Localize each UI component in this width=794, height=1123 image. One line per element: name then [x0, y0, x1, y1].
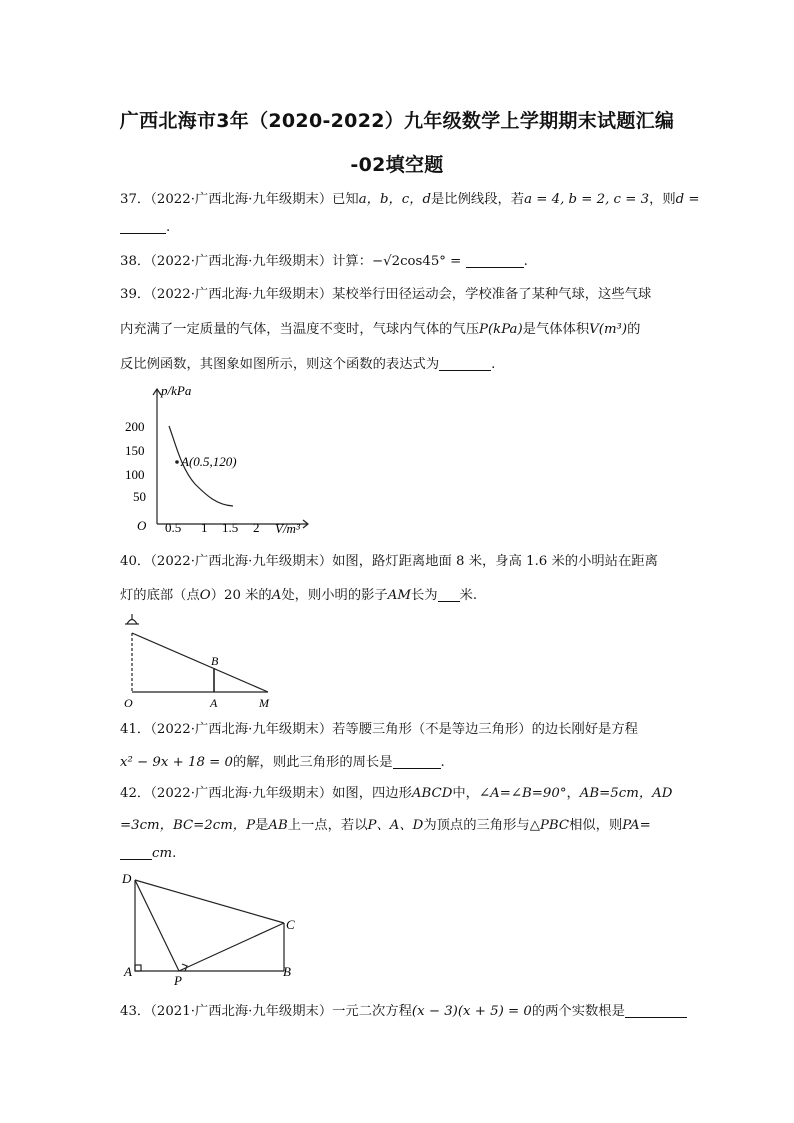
x-axis-label: V/m³ [275, 521, 300, 536]
page-title: 广西北海市3年（2020-2022）九年级数学上学期期末试题汇编 [119, 110, 675, 132]
question-39-line2: 内充满了一定质量的气体，当温度不变时，气球内气体的气压P(kPa)是气体体积V(m³)的 [120, 322, 641, 337]
answer-blank[interactable] [438, 587, 460, 602]
label-m: M [259, 696, 269, 710]
streetlight-shadow-figure [118, 612, 278, 712]
pressure-volume-graph [125, 380, 325, 540]
question-41-line2: x² − 9x + 18 = 0的解，则此三角形的周长是 . [120, 755, 445, 770]
label-o: O [124, 696, 133, 710]
y-tick-50: 50 [133, 489, 146, 504]
page-subtitle: -02填空题 [350, 154, 444, 176]
question-39-line3: 反比例函数，其图象如图所示，则这个函数的表达式为 . [120, 357, 496, 372]
question-37: 37．（2022·广西北海·九年级期末）已知a，b，c，d是比例线段，若a = 4, b = 2, c = 3，则d = [120, 192, 700, 207]
x-tick-1-5: 1.5 [222, 520, 239, 535]
answer-blank[interactable] [120, 219, 166, 234]
x-tick-1: 1 [201, 520, 208, 535]
right-angle-a [135, 965, 141, 971]
question-41-line1: 41．（2022·广西北海·九年级期末）若等腰三角形（不是等边三角形）的边长刚好是方程 [120, 722, 638, 737]
label-b: B [283, 964, 291, 979]
question-43: 43．（2021·广西北海·九年级期末）一元二次方程(x − 3)(x + 5) = 0的两个实数根是 [120, 1000, 687, 1019]
question-42-line2: =3cm，BC=2cm，P是AB上一点，若以P、A、D为顶点的三角形与△PBC相似，则PA= [120, 818, 651, 833]
answer-blank[interactable] [393, 754, 441, 769]
label-d: D [122, 871, 132, 886]
label-c: C [286, 917, 295, 932]
label-p: P [174, 973, 182, 986]
quadrilateral-figure [118, 868, 308, 986]
light-ray [132, 633, 268, 692]
question-39-line1: 39．（2022·广西北海·九年级期末）某校举行田径运动会，学校准备了某种气球，这些气球 [120, 287, 652, 302]
y-tick-200: 200 [125, 419, 145, 434]
label-b: B [211, 654, 219, 668]
answer-blank[interactable] [120, 845, 152, 860]
point-a-label: A(0.5,120) [181, 454, 237, 469]
y-tick-100: 100 [125, 467, 145, 482]
label-a: A [210, 696, 218, 710]
segment-pc [179, 923, 284, 971]
x-tick-0-5: 0.5 [165, 520, 182, 535]
question-40-line2: 灯的底部（点O）20 米的A处，则小明的影子AM长为 米. [120, 588, 478, 603]
answer-blank[interactable] [466, 253, 524, 268]
question-37-answer: . [120, 219, 170, 235]
question-42-line1: 42．（2022·广西北海·九年级期末）如图，四边形ABCD中，∠A=∠B=90°，AB=5cm，AD [120, 786, 673, 801]
answer-blank[interactable] [439, 356, 491, 371]
segment-dp [135, 880, 179, 971]
question-42-line3: cm. [120, 845, 176, 861]
question-38: 38．（2022·广西北海·九年级期末）计算：−√2cos45° = . [120, 254, 528, 269]
y-axis-label: p/kPa [161, 383, 192, 398]
lamp-icon [127, 620, 137, 625]
right-angle-p [182, 964, 187, 971]
side-dc [135, 880, 284, 923]
x-tick-2: 2 [253, 520, 260, 535]
origin-label: O [137, 518, 147, 533]
question-40-line1: 40．（2022·广西北海·九年级期末）如图，路灯距离地面 8 米，身高 1.6 米的小明站在距离 [120, 554, 658, 569]
y-tick-150: 150 [125, 443, 145, 458]
label-a: A [124, 964, 132, 979]
answer-blank[interactable] [625, 1003, 687, 1018]
point-a [175, 460, 179, 464]
